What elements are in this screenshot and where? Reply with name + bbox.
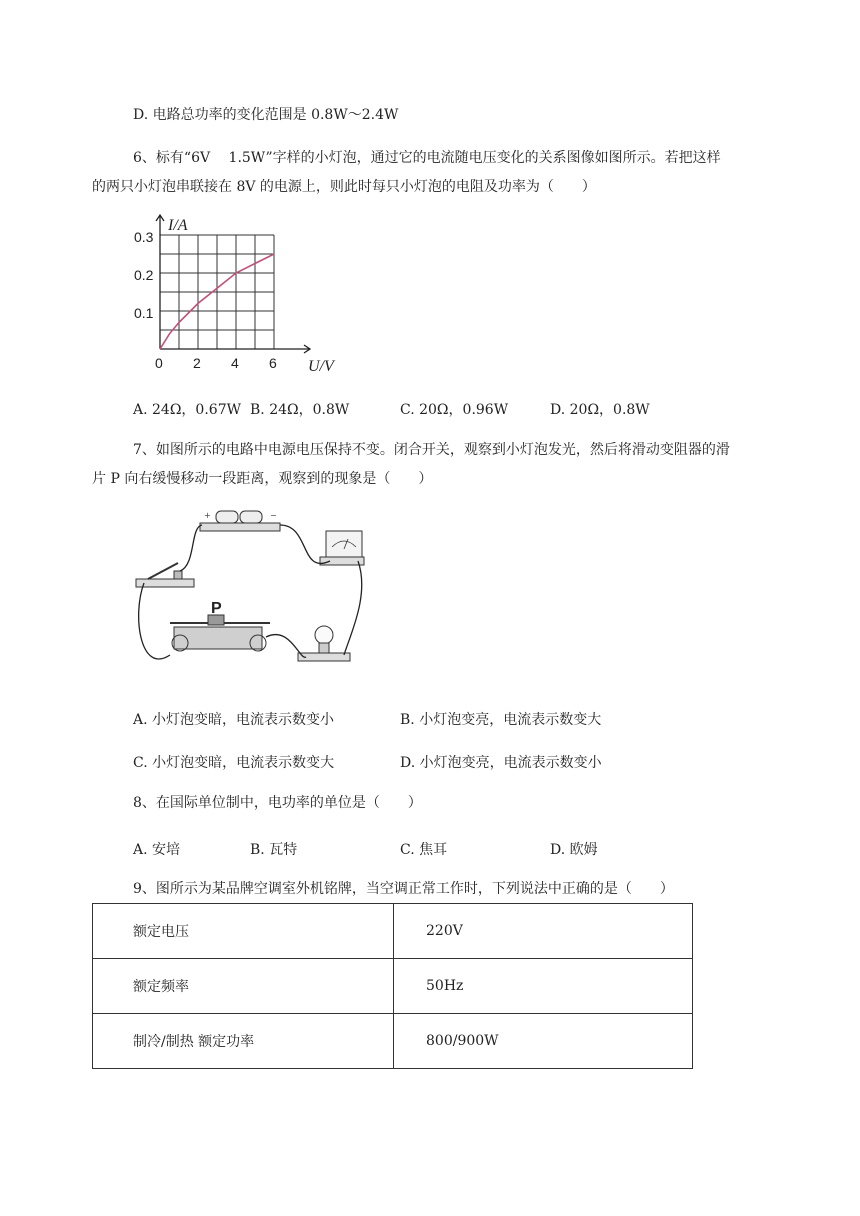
q6-stem-line2: 的两只小灯泡串联接在 8V 的电源上，则此时每只小灯泡的电阻及功率为（ ） — [92, 179, 596, 195]
svg-text:−: − — [270, 511, 277, 520]
q7-stem-line2: 片 P 向右缓慢移动一段距离，观察到的现象是（ ） — [92, 471, 433, 487]
x-axis — [160, 345, 310, 353]
q7-option-d: D. 小灯泡变亮，电流表示数变小 — [400, 755, 602, 771]
circuit-diagram — [130, 505, 380, 685]
x-tick-label: 0 — [155, 355, 163, 371]
table-cell: 额定电压 — [93, 904, 394, 959]
q7-option-c: C. 小灯泡变暗，电流表示数变大 — [133, 755, 335, 771]
rheostat-icon — [170, 615, 270, 651]
q8-option-c: C. 焦耳 — [400, 842, 448, 858]
y-tick-label: 0.1 — [134, 305, 154, 321]
q8-stem: 8、在国际单位制中，电功率的单位是（ ） — [133, 795, 422, 811]
table-cell: 50Hz — [394, 959, 693, 1014]
y-tick-label: 0.2 — [134, 267, 154, 283]
q8-option-b: B. 瓦特 — [250, 842, 298, 858]
q7-option-a: A. 小灯泡变暗，电流表示数变小 — [133, 712, 335, 728]
x-tick-label: 4 — [231, 355, 239, 371]
svg-text:+: + — [204, 511, 211, 520]
battery-icon — [200, 511, 280, 531]
q6-stem-line1: 6、标有“6V 1.5W”字样的小灯泡，通过它的电流随电压变化的关系图像如图所示。若把这样 — [133, 150, 721, 166]
x-axis-label: U/V — [308, 358, 334, 375]
chart-grid — [160, 235, 274, 349]
table-row — [93, 1014, 693, 1069]
table-cell: 制冷/制热 额定功率 — [93, 1014, 394, 1069]
x-tick-label: 6 — [269, 355, 277, 371]
q6-option-a: A. 24Ω，0.67W — [133, 402, 241, 418]
table-cell: 800/900W — [394, 1014, 693, 1069]
table-row — [93, 904, 693, 959]
q6-option-b: B. 24Ω，0.8W — [250, 402, 350, 418]
q8-option-a: A. 安培 — [133, 842, 181, 858]
q8-option-d: D. 欧姆 — [550, 842, 598, 858]
ammeter-icon — [320, 531, 364, 565]
nameplate-table — [92, 903, 693, 1069]
q6-option-d: D. 20Ω，0.8W — [550, 402, 650, 418]
q5-option-d: D. 电路总功率的变化范围是 0.8W～2.4W — [133, 107, 399, 123]
table-cell: 220V — [394, 904, 693, 959]
q9-stem: 9、图所示为某品牌空调室外机铭牌，当空调正常工作时，下列说法中正确的是（ ） — [133, 881, 674, 897]
lamp-icon — [298, 626, 350, 661]
table-cell: 额定频率 — [93, 959, 394, 1014]
iu-chart — [120, 208, 350, 378]
q7-option-b: B. 小灯泡变亮，电流表示数变大 — [400, 712, 602, 728]
q6-option-c: C. 20Ω，0.96W — [400, 402, 509, 418]
slider-label: P — [211, 600, 222, 617]
q7-stem-line1: 7、如图所示的电路中电源电压保持不变。闭合开关，观察到小灯泡发光，然后将滑动变阻器的滑 — [133, 442, 730, 458]
table-row — [93, 959, 693, 1014]
y-tick-label: 0.3 — [134, 229, 154, 245]
x-tick-label: 2 — [193, 355, 201, 371]
y-axis-label: I/A — [168, 217, 188, 234]
